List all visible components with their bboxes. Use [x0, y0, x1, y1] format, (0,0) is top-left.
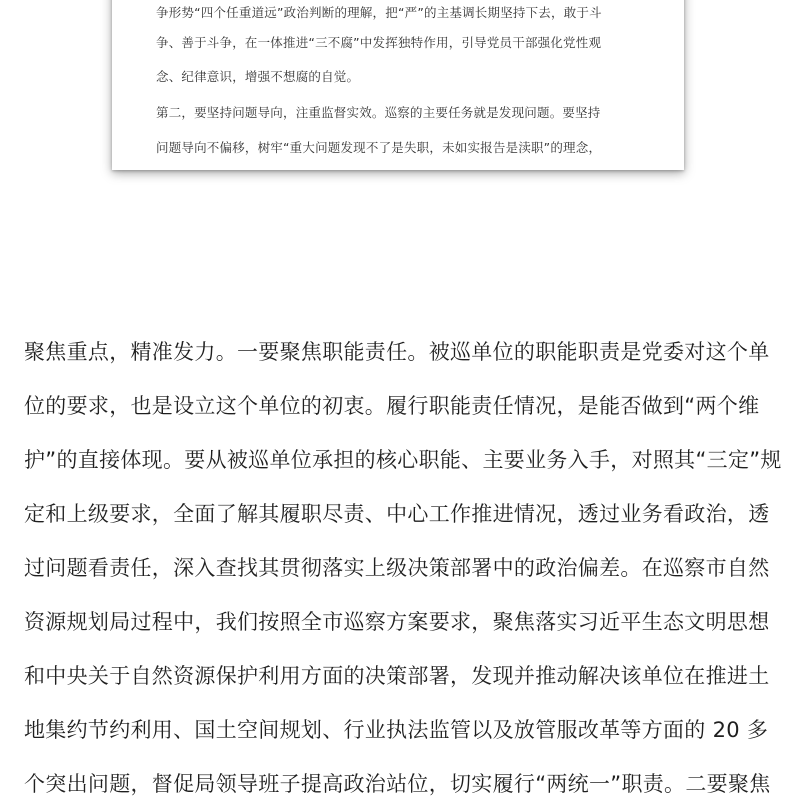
body-line-2: 位的要求，也是设立这个单位的初衷。履行职能责任情况，是能否做到“两个维	[24, 394, 760, 418]
card-line-1: 争形势“四个任重道远”政治判断的理解，把“严”的主基调长期坚持下去，敢于斗	[156, 5, 602, 20]
body-line-9: 个突出问题，督促局领导班子提高政治站位，切实履行“两统一”职责。二要聚焦	[24, 772, 771, 796]
body-line-3: 护”的直接体现。要从被巡单位承担的核心职能、主要业务入手，对照其“三定”规	[24, 448, 782, 472]
card-line-2: 争、善于斗争，在一体推进“三不腐”中发挥独特作用，引导党员干部强化党性观	[156, 35, 602, 50]
body-line-6: 资源规划局过程中，我们按照全市巡察方案要求，聚焦落实习近平生态文明思想	[24, 610, 770, 634]
body-line-8: 地集约节约利用、国土空间规划、行业执法监管以及放管服改革等方面的 20 多	[24, 718, 769, 742]
body-line-1: 聚焦重点，精准发力。一要聚焦职能责任。被巡单位的职能职责是党委对这个单	[24, 340, 770, 364]
card-line-5: 问题导向不偏移，树牢“重大问题发现不了是失职，未如实报告是渎职”的理念，	[156, 140, 602, 155]
card-line-4: 第二，要坚持问题导向，注重监督实效。巡察的主要任务就是发现问题。要坚持	[156, 105, 601, 120]
card-line-3: 念、纪律意识，增强不想腐的自觉。	[156, 69, 360, 84]
body-line-5: 过问题看责任，深入查找其贯彻落实上级决策部署中的政治偏差。在巡察市自然	[24, 556, 770, 580]
body-text-block	[24, 325, 784, 811]
card-text-block	[156, 0, 640, 165]
document-preview-card	[112, 0, 684, 170]
body-line-7: 和中央关于自然资源保护利用方面的决策部署，发现并推动解决该单位在推进土	[24, 664, 770, 688]
body-line-4: 定和上级要求，全面了解其履职尽责、中心工作推进情况，透过业务看政治，透	[24, 502, 770, 526]
